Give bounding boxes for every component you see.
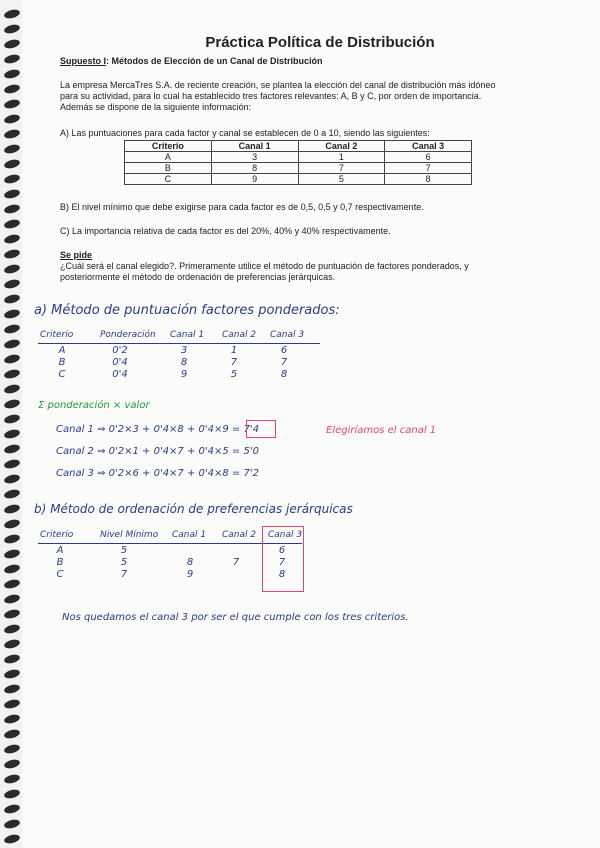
hw-table-cell: 5 bbox=[230, 369, 238, 380]
spiral-ring bbox=[3, 638, 20, 650]
spiral-ring bbox=[3, 668, 20, 680]
spiral-ring bbox=[3, 683, 20, 695]
hw-canal3-calc: Canal 3 ⇒ 0'2×6 + 0'4×7 + 0'4×8 = 7'2 bbox=[56, 468, 259, 479]
hw-b-header: Canal 1 bbox=[172, 530, 207, 540]
hw-table-cell: 6 bbox=[278, 545, 286, 556]
hw-underline bbox=[38, 343, 320, 344]
spiral-ring bbox=[3, 488, 20, 500]
spiral-ring bbox=[3, 413, 20, 425]
hw-a-header: Criterio bbox=[40, 330, 74, 340]
spiral-ring bbox=[3, 83, 20, 95]
hw-table-cell: 5 bbox=[120, 545, 128, 556]
spiral-ring bbox=[3, 593, 20, 605]
spiral-ring bbox=[3, 158, 20, 170]
spiral-ring bbox=[3, 368, 20, 380]
hw-b-header: Canal 3 bbox=[268, 530, 303, 540]
table-header: Canal 1 bbox=[211, 141, 298, 152]
spiral-ring bbox=[3, 248, 20, 260]
hw-table-cell: 7 bbox=[230, 357, 238, 368]
hw-table-cell: B bbox=[58, 357, 66, 368]
hw-table-cell: 3 bbox=[180, 345, 188, 356]
table-row bbox=[125, 163, 472, 174]
hw-table-cell: A bbox=[58, 345, 66, 356]
subtitle bbox=[60, 56, 323, 66]
spiral-ring bbox=[3, 8, 20, 20]
hw-table-cell: 8 bbox=[280, 369, 288, 380]
hw-canal1-calc: Canal 1 ⇒ 0'2×3 + 0'4×8 + 0'4×9 = 7'4 bbox=[56, 424, 259, 435]
table-cell: B bbox=[125, 163, 212, 174]
table-cell: 1 bbox=[298, 152, 385, 163]
hw-table-cell: 8 bbox=[278, 569, 286, 580]
spiral-ring bbox=[3, 728, 20, 740]
hw-a-header: Canal 2 bbox=[222, 330, 257, 340]
spiral-ring bbox=[3, 203, 20, 215]
spiral-ring bbox=[3, 518, 20, 530]
hw-table-cell: C bbox=[56, 569, 64, 580]
table-cell: C bbox=[125, 174, 212, 185]
table-cell: 9 bbox=[211, 174, 298, 185]
hw-conclusion: Nos quedamos el canal 3 por ser el que cumple con los tres criterios. bbox=[62, 612, 409, 623]
spiral-ring bbox=[3, 743, 20, 755]
hw-table-cell: 7 bbox=[280, 357, 288, 368]
intro-paragraph bbox=[60, 80, 560, 113]
spiral-ring bbox=[3, 398, 20, 410]
hw-table-cell: 7 bbox=[278, 557, 286, 568]
hw-b-header: Canal 2 bbox=[222, 530, 257, 540]
spiral-ring bbox=[3, 563, 20, 575]
spiral-ring bbox=[3, 188, 20, 200]
intro-line: La empresa MercaTres S.A. de reciente creación, se plantea la elección del canal de distribución más idóneo bbox=[60, 80, 496, 90]
hw-table-cell: 9 bbox=[186, 569, 194, 580]
hw-a-header: Ponderación bbox=[100, 330, 156, 340]
spiral-ring bbox=[3, 548, 20, 560]
hw-table-cell: 7 bbox=[232, 557, 240, 568]
spiral-ring bbox=[3, 308, 20, 320]
spiral-ring bbox=[3, 788, 20, 800]
spiral-ring bbox=[3, 533, 20, 545]
table-header-row bbox=[125, 141, 472, 152]
spiral-ring bbox=[3, 353, 20, 365]
question-line: ¿Cuál será el canal elegido?. Primeramente utilice el método de puntuación de factores ponderados, y bbox=[60, 261, 469, 271]
hw-table-cell: 7 bbox=[120, 569, 128, 580]
spiral-ring bbox=[3, 218, 20, 230]
table-cell: 8 bbox=[211, 163, 298, 174]
hw-sum-title: Σ ponderación × valor bbox=[38, 400, 150, 411]
table-cell: 3 bbox=[211, 152, 298, 163]
spiral-ring bbox=[3, 473, 20, 485]
spiral-ring bbox=[3, 833, 20, 845]
spiral-ring bbox=[3, 143, 20, 155]
hw-a-header: Canal 3 bbox=[270, 330, 305, 340]
page-title: Práctica Política de Distribución bbox=[205, 34, 435, 51]
spiral-ring bbox=[3, 233, 20, 245]
hw-a-title: a) Método de puntuación factores ponderados: bbox=[34, 303, 340, 318]
hw-highlight-box bbox=[246, 420, 276, 438]
spiral-ring bbox=[3, 623, 20, 635]
table-cell: 5 bbox=[298, 174, 385, 185]
spiral-ring bbox=[3, 263, 20, 275]
question-line: posteriormente el método de ordenación de preferencias jerárquicas. bbox=[60, 272, 336, 282]
spiral-ring bbox=[3, 803, 20, 815]
spiral-ring bbox=[3, 128, 20, 140]
hw-a-header: Canal 1 bbox=[170, 330, 205, 340]
spiral-ring bbox=[3, 68, 20, 80]
spiral-ring bbox=[3, 578, 20, 590]
se-pide-heading: Se pide bbox=[60, 250, 93, 260]
intro-line: Además se dispone de la siguiente información: bbox=[60, 102, 252, 112]
section-b-text: B) El nivel mínimo que debe exigirse para cada factor es de 0,5, 0,5 y 0,7 respectivamente. bbox=[60, 202, 424, 212]
spiral-ring bbox=[3, 383, 20, 395]
hw-b-header: Nivel Mínimo bbox=[100, 530, 159, 540]
table-cell: 8 bbox=[385, 174, 472, 185]
hw-table-cell: 6 bbox=[280, 345, 288, 356]
table-cell: 7 bbox=[298, 163, 385, 174]
spiral-ring bbox=[3, 653, 20, 665]
spiral-ring bbox=[3, 758, 20, 770]
table-header: Canal 2 bbox=[298, 141, 385, 152]
spiral-ring bbox=[3, 278, 20, 290]
hw-table-cell: 1 bbox=[230, 345, 238, 356]
table-row bbox=[125, 174, 472, 185]
spiral-ring bbox=[3, 338, 20, 350]
spiral-ring bbox=[3, 23, 20, 35]
spiral-ring bbox=[3, 53, 20, 65]
question-paragraph bbox=[60, 261, 560, 283]
hw-table-cell: 8 bbox=[186, 557, 194, 568]
hw-table-cell: 5 bbox=[120, 557, 128, 568]
hw-table-cell: B bbox=[56, 557, 64, 568]
spiral-ring bbox=[3, 113, 20, 125]
spiral-ring bbox=[3, 713, 20, 725]
spiral-ring bbox=[3, 293, 20, 305]
hw-table-cell: A bbox=[56, 545, 64, 556]
hw-table-cell: 8 bbox=[180, 357, 188, 368]
intro-line: para su actividad, para lo cual ha establecido tres factores relevantes: A, B y C, por orden de importancia. bbox=[60, 91, 482, 101]
spiral-ring bbox=[3, 698, 20, 710]
table-row bbox=[125, 152, 472, 163]
subtitle-label: Supuesto I bbox=[60, 56, 107, 66]
spiral-ring bbox=[3, 818, 20, 830]
spiral-ring bbox=[3, 173, 20, 185]
section-c-text: C) La importancia relativa de cada factor es del 20%, 40% y 40% respectivamente. bbox=[60, 226, 391, 236]
hw-table-cell: 0'2 bbox=[112, 345, 128, 356]
section-a-text: A) Las puntuaciones para cada factor y canal se establecen de 0 a 10, siendo las siguientes: bbox=[60, 128, 430, 138]
hw-table-cell: 0'4 bbox=[112, 357, 128, 368]
hw-choice-a: Elegiríamos el canal 1 bbox=[326, 425, 437, 436]
subtitle-text: : Métodos de Elección de un Canal de Distribución bbox=[106, 56, 323, 66]
spiral-ring bbox=[3, 773, 20, 785]
hw-b-title: b) Método de ordenación de preferencias jerárquicas bbox=[34, 502, 353, 516]
spiral-ring bbox=[3, 98, 20, 110]
spiral-ring bbox=[3, 443, 20, 455]
spiral-ring bbox=[3, 608, 20, 620]
spiral-binding bbox=[0, 0, 22, 848]
spiral-ring bbox=[3, 323, 20, 335]
table-cell: 7 bbox=[385, 163, 472, 174]
spiral-ring bbox=[3, 428, 20, 440]
hw-table-cell: 9 bbox=[180, 369, 188, 380]
hw-table-cell: 0'4 bbox=[112, 369, 128, 380]
spiral-ring bbox=[3, 38, 20, 50]
table-header: Canal 3 bbox=[385, 141, 472, 152]
hw-table-cell: C bbox=[58, 369, 66, 380]
table-cell: A bbox=[125, 152, 212, 163]
spiral-ring bbox=[3, 458, 20, 470]
hw-canal2-calc: Canal 2 ⇒ 0'2×1 + 0'4×7 + 0'4×5 = 5'0 bbox=[56, 446, 259, 457]
table-cell: 6 bbox=[385, 152, 472, 163]
table-header: Criterio bbox=[125, 141, 212, 152]
spiral-ring bbox=[3, 503, 20, 515]
scores-table bbox=[124, 140, 472, 185]
hw-b-header: Criterio bbox=[40, 530, 74, 540]
